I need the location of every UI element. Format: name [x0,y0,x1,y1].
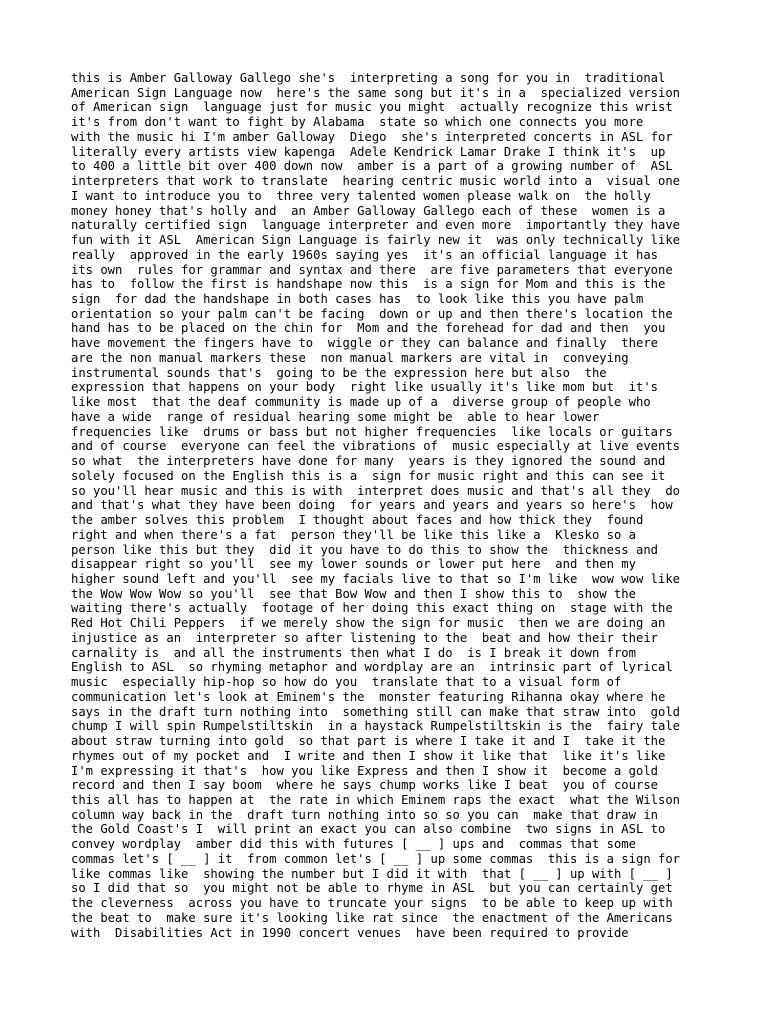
text-line: interpreters that work to translate hearing centric music world into a visual one [71,174,681,189]
text-line: injustice as an interpreter so after listening to the beat and how their their [71,630,658,645]
text-line: person like this but they did it you have to do this to show the thickness and [71,542,658,557]
text-line: with the music hi I'm amber Galloway Diego she's interpreted concerts in ASL for [71,129,673,144]
text-line: and of course everyone can feel the vibrations of music especially at live events [71,439,681,454]
text-line: carnality is and all the instruments then what I do is I break it down from [71,645,636,660]
text-line: to 400 a little bit over 400 down now amber is a part of a growing number of ASL [71,159,673,174]
text-line: of American sign language just for music you might actually recognize this wrist [71,100,673,115]
text-line: so what the interpreters have done for many years is they ignored the sound and [71,454,666,469]
text-line: this is Amber Galloway Gallego she's interpreting a song for you in traditional [71,71,666,85]
text-line: I want to introduce you to three very talented women please walk on the holly [71,188,651,203]
text-line: chump I will spin Rumpelstiltskin in a haystack Rumpelstiltskin is the fairy tale [71,719,681,734]
text-line: commas let's [ __ ] it from common let's [ __ ] up some commas this is a sign for [71,851,681,866]
text-line: have a wide range of residual hearing some might be able to hear lower [71,409,600,424]
text-line: right and when there's a fat person they'll be like this like a Klesko so a [71,527,636,542]
text-line: its own rules for grammar and syntax and there are five parameters that everyone [71,262,673,277]
text-line: it's from don't want to fight by Alabama state so which one connects you more [71,115,644,130]
text-line: has to follow the first is handshape now this is a sign for Mom and this is the [71,277,666,292]
text-line: expression that happens on your body right like usually it's like mom but it's [71,380,658,395]
text-line: higher sound left and you'll see my facials live to that so I'm like wow wow like [71,571,681,586]
text-line: naturally certified sign language interpreter and even more importantly they have [71,218,681,233]
text-line: the cleverness across you have to truncate your signs to be able to keep up with [71,896,673,911]
text-line: record and then I say boom where he says chump works like I beat you of course [71,778,658,793]
text-line: the Wow Wow Wow so you'll see that Bow Wow and then I show this to show the [71,586,636,601]
text-line: Red Hot Chili Peppers if we merely show the sign for music then we are doing an [71,616,666,631]
text-line: solely focused on the English this is a sign for music right and this can see it [71,468,666,483]
text-line: literally every artists view kapenga Adele Kendrick Lamar Drake I think it's up [71,144,666,159]
text-line: hand has to be placed on the chin for Mom and the forehead for dad and then you [71,321,666,336]
text-line: waiting there's actually footage of her doing this exact thing on stage with the [71,601,673,616]
text-line: so I did that so you might not be able to rhyme in ASL but you can certainly get [71,881,673,896]
text-line: the beat to make sure it's looking like rat since the enactment of the Americans [71,910,673,925]
text-line: I'm expressing it that's how you like Express and then I show it become a gold [71,763,658,778]
text-line: instrumental sounds that's going to be the expression here but also the [71,365,607,380]
text-line: money honey that's holly and an Amber Galloway Gallego each of these women is a [71,203,666,218]
text-line: orientation so your palm can't be facing down or up and then there's location the [71,306,673,321]
text-line: the Gold Coast's I will print an exact you can also combine two signs in ASL to [71,822,666,837]
text-line: this all has to happen at the rate in which Eminem raps the exact what the Wilson [71,792,681,807]
text-line: and that's what they have been doing for years and years and years so here's how [71,498,673,513]
text-line: like most that the deaf community is made up of a diverse group of people who [71,395,651,410]
text-line: American Sign Language now here's the same song but it's in a specialized version [71,85,681,100]
text-line: the amber solves this problem I thought about faces and how thick they found [71,513,644,528]
text-line: like commas like showing the number but I did it with that [ __ ] up with [ __ ] [71,866,673,881]
text-line: says in the draft turn nothing into something still can make that straw into gold [71,704,681,719]
text-line: fun with it ASL American Sign Language is fairly new it was only technically like [71,233,681,248]
text-line: really approved in the early 1960s saying yes it's an official language it has [71,247,658,262]
text-line: with Disabilities Act in 1990 concert venues have been required to provide [71,925,629,940]
text-line: communication let's look at Eminem's the monster featuring Rihanna okay where he [71,689,666,704]
text-line: convey wordplay amber did this with futures [ __ ] ups and commas that some [71,837,636,852]
text-line: English to ASL so rhyming metaphor and wordplay are an intrinsic part of lyrical [71,660,673,675]
text-line: rhymes out of my pocket and I write and then I show it like that like it's like [71,748,666,763]
text-line: frequencies like drums or bass but not higher frequencies like locals or guitars [71,424,673,439]
text-line: music especially hip-hop so how do you translate that to a visual form of [71,675,622,690]
text-line: have movement the fingers have to wiggle or they can balance and finally there [71,336,658,351]
text-line [71,940,711,955]
text-line: disappear right so you'll see my lower sounds or lower put here and then my [71,557,636,572]
text-line: so you'll hear music and this is with interpret does music and that's all they do [71,483,681,498]
text-line: column way back in the draft turn nothing into so so you can make that draw in [71,807,658,822]
text-line: about straw turning into gold so that part is where I take it and I take it the [71,734,666,749]
text-line: are the non manual markers these non manual markers are vital in conveying [71,350,629,365]
transcript-text [71,71,711,955]
text-line: sign for dad the handshape in both cases has to look like this you have palm [71,292,644,307]
